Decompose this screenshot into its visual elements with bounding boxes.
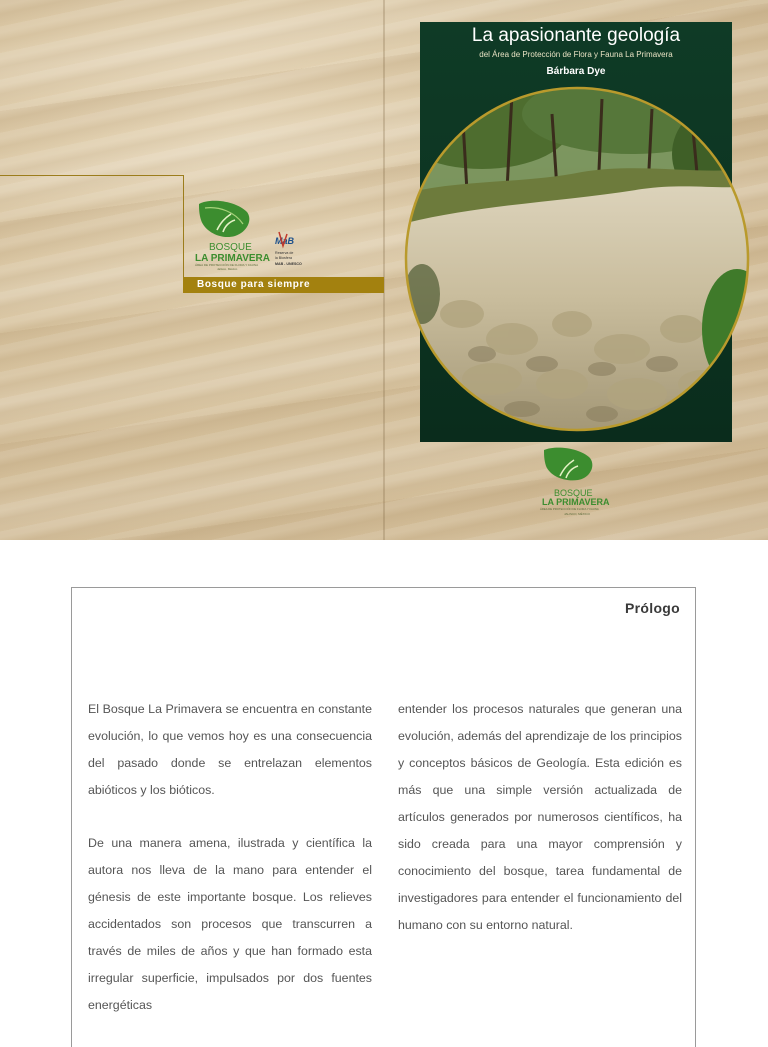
front-logo-line2: LA PRIMAVERA: [542, 497, 610, 507]
mab-text-1: Reserva de: [275, 251, 294, 255]
prologue-paragraph: El Bosque La Primavera se encuentra en constante evolución, lo que vemos hoy es una consecuencia del pasado donde se entrelazan elementos abióticos y los bióticos.: [88, 702, 372, 797]
front-logo-place: JALISCO, MÉXICO: [564, 512, 591, 516]
book-subtitle: del Área de Protección de Flora y Fauna La Primavera: [479, 50, 673, 59]
mab-text-3: MAB - UNESCO: [275, 262, 302, 266]
leaf-icon: [199, 201, 249, 237]
back-logo-line2: LA PRIMAVERA: [195, 253, 270, 264]
book-spine: [383, 0, 385, 540]
mab-unesco-logo: [275, 232, 302, 266]
cliff-photo: [402, 84, 752, 434]
prologue-page: [71, 587, 696, 1047]
back-logo-place: Jalisco, México: [217, 267, 238, 270]
bosque-la-primavera-logo: [195, 198, 315, 270]
back-cover-frame: [0, 175, 184, 278]
back-logo-line1: BOSQUE: [209, 242, 252, 253]
front-logo-line1: BOSQUE: [554, 488, 593, 498]
slogan-bar: Bosque para siempre: [183, 277, 384, 293]
front-bosque-logo: [530, 446, 620, 516]
leaf-icon: [544, 448, 592, 481]
mab-mark: MaB: [275, 236, 295, 246]
front-logo-tagline: ÁREA DE PROTECCIÓN DE FLORA Y FAUNA: [540, 507, 599, 511]
prologue-heading: Prólogo: [625, 600, 680, 616]
prologue-left-column: [88, 696, 372, 1045]
prologue-paragraph: De una manera amena, ilustrada y científica la autora nos lleva de la mano para entender el génesis de este importante bosque. Los relieves accidentados son procesos que transcurren a través de miles de años y que han formado esta irregular superficie, impulsados por dos fuentes energéticas: [88, 836, 372, 1012]
book-author: Bárbara Dye: [546, 66, 606, 77]
book-title: La apasionante geología: [471, 25, 681, 46]
back-logo-tagline: ÁREA DE PROTECCIÓN DE FLORA Y FAUNA: [195, 263, 259, 267]
mab-text-2: la Biosfera: [275, 256, 292, 260]
prologue-right-column: [398, 696, 682, 965]
prologue-paragraph: entender los procesos naturales que generan una evolución, además del aprendizaje de los principios y conceptos básicos de Geología. Esta edición es más que una simple versión actualizada de artículos generados por numerosos científicos, ha sido creada para una mayor comprensión y conocimiento del bosque, tarea fundamental de investigadores para entender el funcionamiento del humano con su entorno natural.: [398, 702, 682, 932]
